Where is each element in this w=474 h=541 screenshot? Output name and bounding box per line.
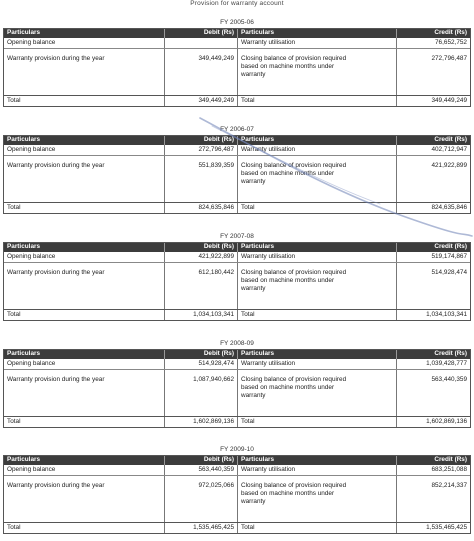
closing-line-3: warranty xyxy=(241,178,266,185)
fiscal-year-heading: FY 2008-09 xyxy=(220,340,254,347)
header-particulars-credit: Particulars xyxy=(238,136,397,145)
opening-debit: 272,796,487 xyxy=(165,145,238,155)
utilisation-credit: 683,251,088 xyxy=(431,466,467,473)
label-warranty-provision: Warranty provision during the year xyxy=(4,263,165,309)
opening-debit: 421,922,899 xyxy=(165,252,238,262)
label-warranty-utilisation: Warranty utilisation xyxy=(238,252,397,262)
header-particulars: Particulars xyxy=(4,136,165,145)
header-debit: Debit (Rs) xyxy=(165,350,238,359)
closing-line-3: warranty xyxy=(241,498,266,505)
total-credit: 824,635,846 xyxy=(431,204,467,211)
closing-line-2: based on machine months under xyxy=(241,170,335,177)
header-credit: Credit (Rs) xyxy=(434,29,467,36)
closing-line-1: Closing balance of provision required xyxy=(241,482,347,489)
closing-line-2: based on machine months under xyxy=(241,277,335,284)
closing-credit: 852,214,337 xyxy=(431,482,467,489)
total-debit: 1,535,465,425 xyxy=(165,523,238,533)
closing-line-1: Closing balance of provision required xyxy=(241,376,347,383)
table-row xyxy=(4,145,470,156)
table-header xyxy=(4,136,470,145)
opening-debit: 563,440,359 xyxy=(165,465,238,475)
provision-debit: 972,025,066 xyxy=(165,476,238,522)
total-credit: 349,449,249 xyxy=(431,97,467,104)
document-title: Provision for warranty account xyxy=(190,0,284,7)
table-row xyxy=(4,359,470,370)
fiscal-year-heading: FY 2009-10 xyxy=(220,446,254,453)
label-warranty-provision: Warranty provision during the year xyxy=(4,370,165,416)
header-debit: Debit (Rs) xyxy=(165,29,238,38)
utilisation-credit: 76,652,752 xyxy=(435,39,467,46)
header-particulars-credit: Particulars xyxy=(238,456,397,465)
header-particulars-credit: Particulars xyxy=(238,350,397,359)
closing-line-1: Closing balance of provision required xyxy=(241,162,347,169)
header-particulars: Particulars xyxy=(4,350,165,359)
table-header xyxy=(4,29,470,38)
label-total: Total xyxy=(4,203,165,213)
label-opening-balance: Opening balance xyxy=(4,252,165,262)
total-debit: 1,602,869,136 xyxy=(165,417,238,427)
opening-debit: 514,928,474 xyxy=(165,359,238,369)
table-row-total xyxy=(4,416,470,427)
header-particulars: Particulars xyxy=(4,29,165,38)
provision-debit: 612,180,442 xyxy=(165,263,238,309)
label-total-credit: Total xyxy=(238,523,397,533)
closing-line-2: based on machine months under xyxy=(241,384,335,391)
table-row xyxy=(4,476,470,522)
ledger-table-fy2007-08 xyxy=(3,242,471,321)
fiscal-year-heading: FY 2005-06 xyxy=(220,19,254,26)
closing-line-2: based on machine months under xyxy=(241,490,335,497)
table-row-total xyxy=(4,309,470,320)
header-credit: Credit (Rs) xyxy=(434,456,467,463)
total-debit: 824,635,846 xyxy=(165,203,238,213)
label-total-credit: Total xyxy=(238,203,397,213)
total-credit: 1,034,103,341 xyxy=(426,311,467,318)
closing-credit: 563,440,359 xyxy=(431,376,467,383)
closing-credit: 421,922,899 xyxy=(431,162,467,169)
ledger-table-fy2005-06 xyxy=(3,28,471,107)
total-credit: 1,602,869,136 xyxy=(426,418,467,425)
table-header xyxy=(4,350,470,359)
closing-line-3: warranty xyxy=(241,392,266,399)
ledger-table-fy2009-10 xyxy=(3,455,471,534)
header-particulars: Particulars xyxy=(4,243,165,252)
header-debit: Debit (Rs) xyxy=(165,243,238,252)
table-row xyxy=(4,156,470,202)
table-header xyxy=(4,456,470,465)
label-total: Total xyxy=(4,523,165,533)
closing-line-1: Closing balance of provision required xyxy=(241,55,347,62)
table-row xyxy=(4,465,470,476)
label-closing-balance xyxy=(238,263,397,309)
table-row-total xyxy=(4,202,470,213)
label-warranty-utilisation: Warranty utilisation xyxy=(238,465,397,475)
fiscal-year-heading: FY 2007-08 xyxy=(220,233,254,240)
label-total-credit: Total xyxy=(238,310,397,320)
label-opening-balance: Opening balance xyxy=(4,359,165,369)
label-closing-balance xyxy=(238,156,397,202)
label-total-credit: Total xyxy=(238,417,397,427)
opening-debit xyxy=(165,38,238,48)
label-warranty-utilisation: Warranty utilisation xyxy=(238,38,397,48)
utilisation-credit: 1,039,428,777 xyxy=(426,360,467,367)
total-debit: 1,034,103,341 xyxy=(165,310,238,320)
label-warranty-provision: Warranty provision during the year xyxy=(4,49,165,95)
label-warranty-provision: Warranty provision during the year xyxy=(4,476,165,522)
label-total: Total xyxy=(4,96,165,106)
label-warranty-utilisation: Warranty utilisation xyxy=(238,359,397,369)
header-debit: Debit (Rs) xyxy=(165,456,238,465)
label-warranty-utilisation: Warranty utilisation xyxy=(238,145,397,155)
label-opening-balance: Opening balance xyxy=(4,465,165,475)
ledger-table-fy2008-09 xyxy=(3,349,471,428)
provision-debit: 349,449,249 xyxy=(165,49,238,95)
label-total-credit: Total xyxy=(238,96,397,106)
closing-line-3: warranty xyxy=(241,71,266,78)
provision-debit: 551,839,359 xyxy=(165,156,238,202)
label-warranty-provision: Warranty provision during the year xyxy=(4,156,165,202)
label-closing-balance xyxy=(238,49,397,95)
ledger-table-fy2006-07 xyxy=(3,135,471,214)
table-header xyxy=(4,243,470,252)
closing-line-2: based on machine months under xyxy=(241,63,335,70)
header-credit: Credit (Rs) xyxy=(434,243,467,250)
table-row-total xyxy=(4,522,470,533)
table-row xyxy=(4,252,470,263)
closing-line-1: Closing balance of provision required xyxy=(241,269,347,276)
header-debit: Debit (Rs) xyxy=(165,136,238,145)
label-total: Total xyxy=(4,310,165,320)
label-total: Total xyxy=(4,417,165,427)
label-closing-balance xyxy=(238,476,397,522)
table-row xyxy=(4,38,470,49)
table-row xyxy=(4,49,470,95)
table-row-total xyxy=(4,95,470,106)
utilisation-credit: 402,712,947 xyxy=(431,146,467,153)
closing-line-3: warranty xyxy=(241,285,266,292)
label-opening-balance: Opening balance xyxy=(4,38,165,48)
header-particulars-credit: Particulars xyxy=(238,243,397,252)
fiscal-year-heading: FY 2006-07 xyxy=(220,126,254,133)
total-debit: 349,449,249 xyxy=(165,96,238,106)
header-credit: Credit (Rs) xyxy=(434,136,467,143)
label-closing-balance xyxy=(238,370,397,416)
table-row xyxy=(4,263,470,309)
total-credit: 1,535,465,425 xyxy=(426,524,467,531)
header-credit: Credit (Rs) xyxy=(434,350,467,357)
utilisation-credit: 519,174,867 xyxy=(431,253,467,260)
header-particulars: Particulars xyxy=(4,456,165,465)
header-particulars-credit: Particulars xyxy=(238,29,397,38)
closing-credit: 514,928,474 xyxy=(431,269,467,276)
provision-debit: 1,087,940,662 xyxy=(165,370,238,416)
closing-credit: 272,796,487 xyxy=(431,55,467,62)
table-row xyxy=(4,370,470,416)
label-opening-balance: Opening balance xyxy=(4,145,165,155)
